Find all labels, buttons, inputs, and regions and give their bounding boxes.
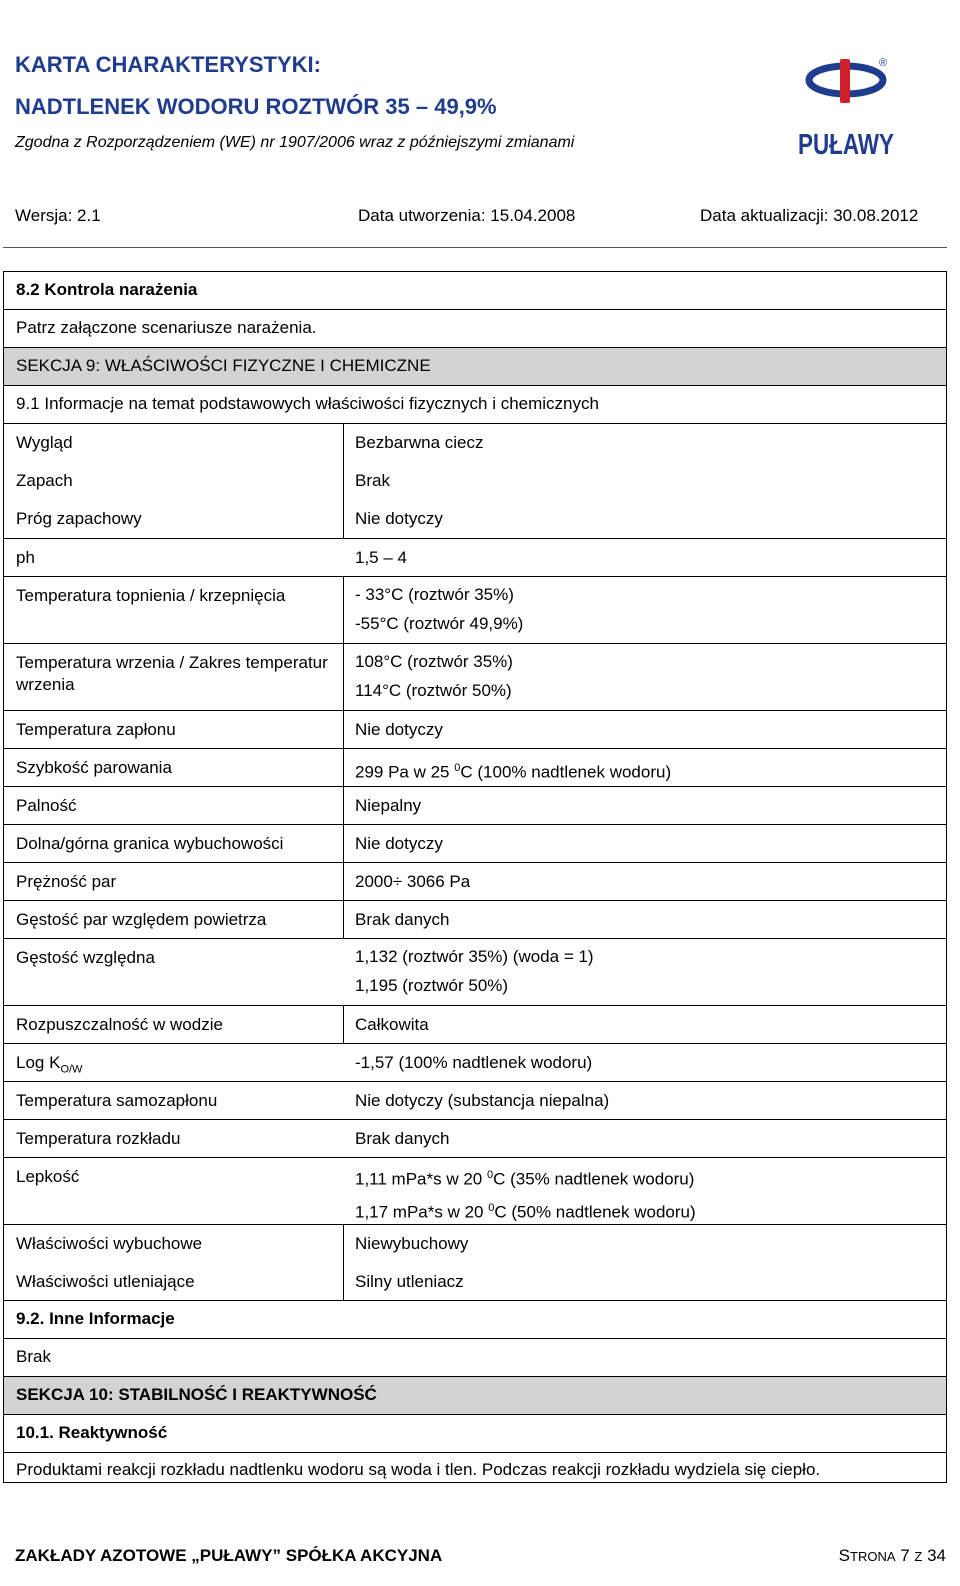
property-value: Nie dotyczy: [355, 509, 443, 528]
property-value: Całkowita: [355, 1015, 429, 1034]
property-label: Temperatura zapłonu: [16, 720, 176, 739]
property-value: 1,132 (roztwór 35%) (woda = 1) 1,195 (roztwór 50%): [355, 947, 594, 995]
property-label: Prężność par: [16, 872, 117, 891]
property-value: 299 Pa w 25 $^0$C (100% nadtlenek wodoru): [355, 762, 672, 782]
property-value: 108°C (roztwór 35%) 114°C (roztwór 50%): [355, 652, 513, 700]
property-row-relative-density: [4, 939, 946, 1006]
property-label: Gęstość par względem powietrza: [16, 910, 267, 929]
document-subtitle: Zgodna z Rozporządzeniem (WE) nr 1907/2006 wraz z późniejszymi zmianami: [15, 134, 575, 151]
property-value: Nie dotyczy (substancja niepalna): [355, 1091, 610, 1110]
property-label: Lepkość: [16, 1167, 80, 1186]
property-value: Nie dotyczy: [355, 834, 443, 853]
property-value: -1,57 (100% nadtlenek wodoru): [355, 1053, 593, 1072]
property-row-log-kow: [4, 1044, 946, 1082]
property-label: ph: [16, 548, 35, 567]
document-table: [3, 271, 947, 1483]
property-value: Silny utleniacz: [355, 1272, 464, 1291]
property-row-explosive-limits: [4, 825, 946, 863]
header-divider: [3, 247, 947, 248]
update-date: Data aktualizacji: 30.08.2012: [700, 206, 919, 225]
property-label: Szybkość parowania: [16, 758, 172, 777]
section-8-2-heading: 8.2 Kontrola narażenia: [16, 280, 198, 299]
footer-company: ZAKŁADY AZOTOWE „PUŁAWY” SPÓŁKA AKCYJNA: [15, 1546, 443, 1565]
property-label: Właściwości wybuchowe: [16, 1234, 203, 1253]
property-value: Brak danych: [355, 1129, 450, 1148]
property-label: Log $K_{O/W}$: [16, 1053, 83, 1076]
property-value: Bezbarwna ciecz: [355, 433, 484, 452]
property-label: Temperatura rozkładu: [16, 1129, 181, 1148]
pulawy-logo: [798, 56, 902, 161]
creation-date: Data utworzenia: 15.04.2008: [358, 206, 576, 225]
section-9-2-heading-row: [4, 1301, 946, 1339]
property-label: Rozpuszczalność w wodzie: [16, 1015, 223, 1034]
property-row-autoignition: [4, 1082, 946, 1120]
property-value: - 33°C (roztwór 35%) -55°C (roztwór 49,9%): [355, 585, 524, 633]
section-10-1-heading: 10.1. Reaktywność: [16, 1423, 168, 1442]
property-row-ph: [4, 539, 946, 577]
section-10-1-text: Produktami reakcji rozkładu nadtlenku wodoru są woda i tlen. Podczas reakcji rozkładu wydziela się ciepło.: [16, 1460, 821, 1479]
property-label: Palność: [16, 796, 77, 815]
property-value: 2000÷ 3066 Pa: [355, 872, 471, 891]
property-label: Gęstość względna: [16, 948, 155, 967]
section-8-2-heading-row: [4, 272, 946, 310]
section-10-1-text-row: [4, 1453, 946, 1482]
section-9-2-text: Brak: [16, 1347, 51, 1366]
property-label: Próg zapachowy: [16, 509, 142, 528]
property-value: Nie dotyczy: [355, 720, 443, 739]
property-row-vapour-density: [4, 901, 946, 939]
property-label: Dolna/górna granica wybuchowości: [16, 834, 284, 853]
property-row-solubility: [4, 1006, 946, 1044]
property-label: Wygląd: [16, 433, 73, 452]
property-value: 1,11 mPa*s w 20 $^0$C (35% nadtlenek wodoru) 1,17 mPa*s w 20 $^0$C (50% nadtlenek wodoru): [355, 1169, 696, 1222]
property-label: Zapach: [16, 471, 73, 490]
section-10-heading: SEKCJA 10: STABILNOŚĆ I REAKTYWNOŚĆ: [16, 1385, 377, 1404]
footer-page-number: STRONA 7 Z 34: [838, 1546, 946, 1565]
property-row-group-appearance: [4, 424, 946, 539]
property-row-decomposition: [4, 1120, 946, 1158]
property-row-group-explosive: [4, 1225, 946, 1301]
section-10-heading-row: [4, 1377, 946, 1415]
property-row-melting: [4, 577, 946, 644]
property-row-viscosity: [4, 1158, 946, 1225]
property-value: Brak: [355, 471, 390, 490]
section-9-heading: SEKCJA 9: WŁAŚCIWOŚCI FIZYCZNE I CHEMICZNE: [16, 356, 431, 375]
property-value: Niepalny: [355, 796, 422, 815]
section-10-1-heading-row: [4, 1415, 946, 1453]
section-9-heading-row: [4, 348, 946, 386]
property-row-boiling: [4, 644, 946, 711]
property-value: 1,5 – 4: [355, 548, 407, 567]
logo-registered-mark: ®: [879, 57, 888, 69]
logo-text: PUŁAWY: [798, 129, 894, 161]
property-value: Niewybuchowy: [355, 1234, 469, 1253]
property-label: Temperatura samozapłonu: [16, 1091, 218, 1110]
section-9-1-heading: 9.1 Informacje na temat podstawowych właściwości fizycznych i chemicznych: [16, 394, 599, 413]
property-row-flammability: [4, 787, 946, 825]
property-label: Temperatura topnienia / krzepnięcia: [16, 586, 286, 605]
section-9-1-heading-row: [4, 386, 946, 424]
section-9-2-text-row: [4, 1339, 946, 1377]
pulawy-logo-icon: [798, 56, 902, 161]
section-8-2-text: Patrz załączone scenariusze narażenia.: [16, 318, 317, 337]
property-row-evaporation: [4, 749, 946, 787]
document-title-line2: NADTLENEK WODORU ROZTWÓR 35 – 49,9%: [15, 94, 497, 119]
property-row-vapour-pressure: [4, 863, 946, 901]
section-9-2-heading: 9.2. Inne Informacje: [16, 1309, 175, 1328]
property-value: Brak danych: [355, 910, 450, 929]
document-title-line1: KARTA CHARAKTERYSTYKI:: [15, 52, 321, 77]
section-8-2-text-row: [4, 310, 946, 348]
property-row-flash-point: [4, 711, 946, 749]
version-label: Wersja: 2.1: [15, 206, 101, 225]
property-label: Właściwości utleniające: [16, 1272, 195, 1291]
property-label: Temperatura wrzenia / Zakres temperatur wrzenia: [16, 653, 328, 694]
